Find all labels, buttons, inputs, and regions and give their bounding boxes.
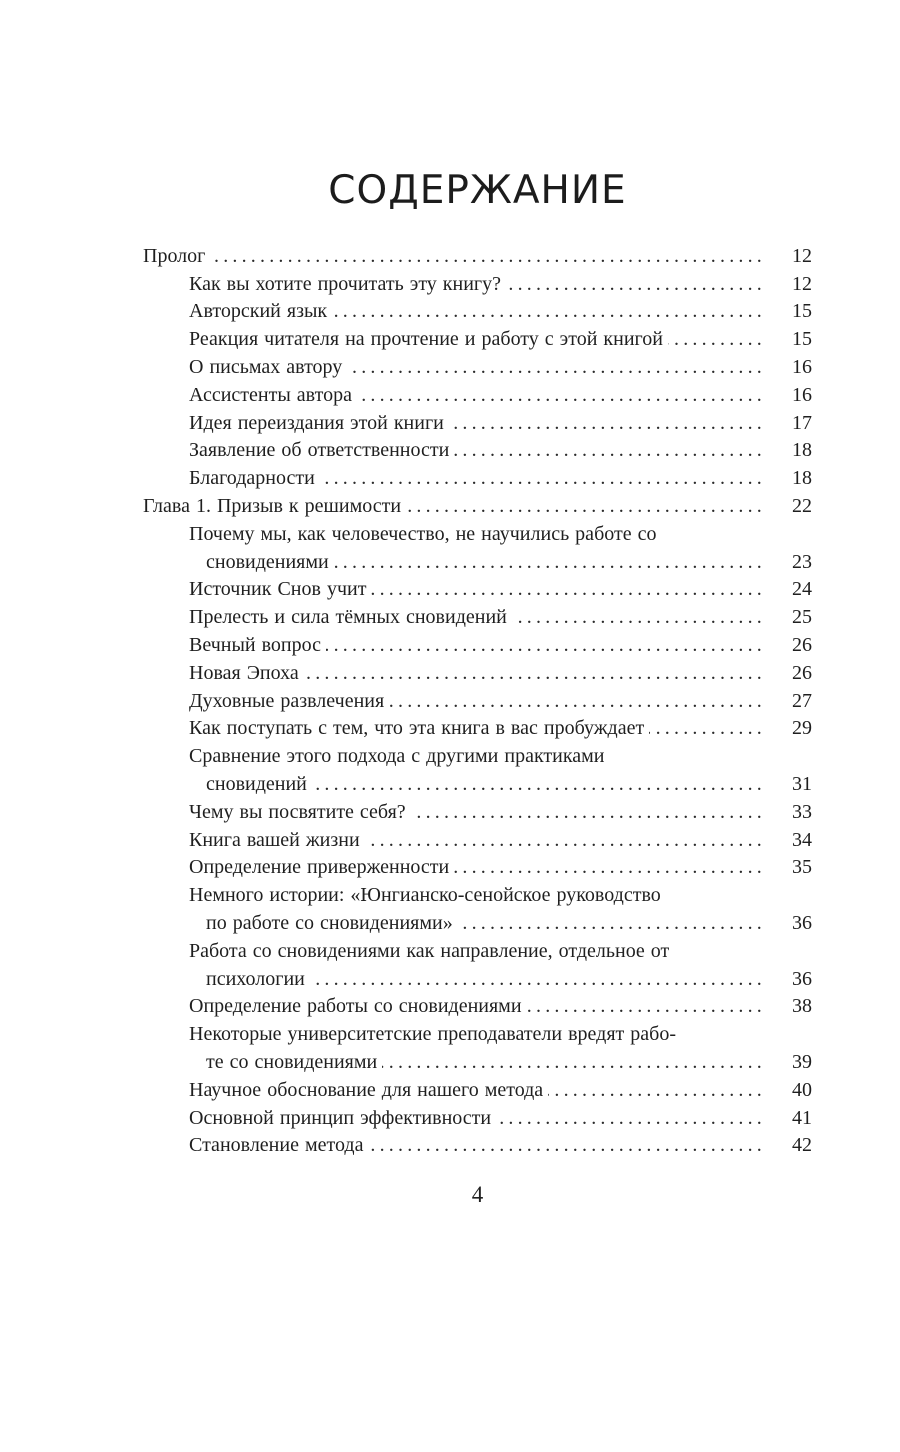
toc-entry-line (143, 688, 812, 716)
dot-leader (334, 549, 766, 577)
dot-leader (454, 437, 766, 465)
toc-entry-title: те со сновидениями (206, 1051, 378, 1073)
toc-page-number: 36 (792, 912, 812, 935)
dot-leader (332, 298, 766, 326)
toc-page-number: 29 (792, 717, 812, 740)
toc-entry-title: Новая Эпоха (189, 661, 299, 684)
toc-page-number: 33 (792, 800, 812, 823)
toc-entry-line (143, 549, 812, 577)
toc-page-number: 24 (792, 578, 812, 601)
dot-leader (357, 382, 766, 410)
toc-page-number: 27 (792, 689, 812, 712)
toc-entry-title: Определение работы со сновидениями (189, 995, 522, 1018)
toc-entry-title: Идея переиздания этой книги (189, 411, 444, 434)
toc-entry-title: Вечный вопрос (189, 634, 322, 657)
toc-entry-title: Реакция читателя на прочтение и работу с этой книгой (189, 328, 663, 351)
dot-leader (389, 688, 766, 716)
toc-page-number: 18 (792, 439, 812, 462)
toc-entry-title: Становление метода (189, 1134, 364, 1157)
dot-leader (210, 243, 766, 271)
toc-page-number: 16 (792, 356, 812, 379)
toc-entry-line (143, 298, 812, 326)
dot-leader (368, 1132, 766, 1160)
toc-entry-title: Некоторые университетские преподаватели вредят рабо- (189, 1023, 676, 1046)
toc-entry-line (143, 771, 812, 799)
toc-list (143, 243, 812, 1160)
toc-page-number: 42 (792, 1134, 812, 1157)
dot-leader (310, 966, 766, 994)
dot-leader (512, 604, 766, 632)
toc-entry-line (143, 1049, 812, 1077)
dot-leader (668, 326, 766, 354)
toc-entry-line (143, 354, 812, 382)
dot-leader (454, 854, 766, 882)
toc-entry-title: Источник Снов учит (189, 578, 367, 601)
toc-page-number: 25 (792, 606, 812, 629)
toc-entry-line (143, 521, 812, 549)
toc-entry-line (143, 938, 812, 966)
toc-page-number: 31 (792, 773, 812, 796)
dot-leader (411, 799, 766, 827)
toc-entry-title: Работа со сновидениями как направление, отдельное от (189, 939, 670, 962)
toc-entry-line (143, 993, 812, 1021)
toc-entry-line (143, 493, 812, 521)
toc-entry-title: Книга вашей жизни (189, 828, 360, 851)
toc-page-number: 36 (792, 967, 812, 990)
toc-entry-line (143, 326, 812, 354)
dot-leader (304, 660, 766, 688)
toc-entry-title: Как вы хотите прочитать эту книгу? (189, 272, 502, 295)
dot-leader (496, 1105, 766, 1133)
dot-leader (406, 493, 766, 521)
dot-leader (326, 632, 766, 660)
toc-entry-title: по работе со сновидениями» (206, 912, 453, 935)
toc-entry-line (143, 827, 812, 855)
toc-entry-title: Пролог (143, 244, 206, 267)
dot-leader (371, 576, 766, 604)
toc-page-number: 22 (792, 495, 812, 518)
toc-page-number: 18 (792, 467, 812, 490)
toc-entry-line (143, 1021, 812, 1049)
toc-entry-title: Чему вы посвятите себя? (189, 800, 406, 823)
toc-entry-line (143, 410, 812, 438)
toc-page-number: 15 (792, 328, 812, 351)
toc-entry-title: сновидениями (206, 550, 329, 573)
toc-page-number: 16 (792, 383, 812, 406)
toc-entry-title: Почему мы, как человечество, не научились работе со (189, 522, 657, 545)
toc-entry-title: Благодарности (189, 467, 315, 490)
toc-entry-title: Авторский язык (189, 300, 328, 323)
toc-entry-line (143, 632, 812, 660)
dot-leader (382, 1049, 766, 1077)
toc-entry-line (143, 271, 812, 299)
toc-entry-title: Сравнение этого подхода с другими практиками (189, 745, 605, 768)
toc-entry-title: психологии (206, 967, 305, 990)
toc-entry-title: Ассистенты автора (189, 383, 352, 406)
toc-page-number: 17 (792, 411, 812, 434)
toc-entry-line (143, 243, 812, 271)
toc-page-number: 15 (792, 300, 812, 323)
footer-page-number: 4 (471, 1182, 484, 1208)
toc-entry-line (143, 715, 812, 743)
toc-entry-line (143, 854, 812, 882)
toc-entry-line (143, 966, 812, 994)
toc-entry-line (143, 465, 812, 493)
toc-entry-title: Глава 1. Призыв к решимости (143, 495, 402, 518)
dot-leader (347, 354, 766, 382)
toc-page-number: 39 (792, 1051, 812, 1073)
toc-entry-line (143, 576, 812, 604)
toc-entry-line (143, 743, 812, 771)
toc-page-number: 26 (792, 661, 812, 684)
toc-page-number: 38 (792, 995, 812, 1018)
dot-leader (527, 993, 766, 1021)
toc-page-number: 12 (792, 272, 812, 295)
dot-leader (458, 910, 766, 938)
toc-page-number: 23 (792, 550, 812, 573)
toc-entry-title: Немного истории: «Юнгианско-сенойское руководство (189, 884, 661, 907)
toc-entry-title: Научное обоснование для нашего метода (189, 1078, 544, 1101)
page-title: СОДЕРЖАНИЕ (328, 168, 627, 213)
dot-leader (449, 410, 766, 438)
toc-entry-line (143, 604, 812, 632)
dot-leader (312, 771, 766, 799)
dot-leader (506, 271, 766, 299)
toc-entry-line (143, 882, 812, 910)
toc-entry-title: Духовные развлечения (189, 689, 385, 712)
toc-page-number: 41 (792, 1106, 812, 1129)
toc-entry-title: Основной принцип эффективности (189, 1106, 492, 1129)
toc-entry-line (143, 799, 812, 827)
toc-page-number: 35 (792, 856, 812, 879)
dot-leader (365, 827, 766, 855)
toc-entry-title: Определение приверженности (189, 856, 450, 879)
toc-page-number: 12 (792, 244, 812, 267)
dot-leader (548, 1077, 766, 1105)
toc-entry-title: О письмах автору (189, 356, 343, 379)
toc-entry-title: Заявление об ответственности (189, 439, 450, 462)
toc-entry-title: Как поступать с тем, что эта книга в вас пробуждает (189, 717, 645, 740)
dot-leader (649, 715, 766, 743)
book-page (0, 170, 900, 1452)
toc-page-number: 26 (792, 634, 812, 657)
toc-entry-line (143, 1077, 812, 1105)
toc-entry-line (143, 437, 812, 465)
dot-leader (320, 465, 766, 493)
toc-page-number: 34 (792, 828, 812, 851)
toc-entry-line (143, 1132, 812, 1160)
toc-content (143, 170, 812, 1208)
toc-entry-line (143, 660, 812, 688)
toc-page-number: 40 (792, 1078, 812, 1101)
toc-entry-line (143, 1105, 812, 1133)
toc-entry-line (143, 910, 812, 938)
toc-entry-line (143, 382, 812, 410)
toc-entry-title: сновидений (206, 773, 307, 796)
toc-entry-title: Прелесть и сила тёмных сновидений (189, 606, 507, 629)
